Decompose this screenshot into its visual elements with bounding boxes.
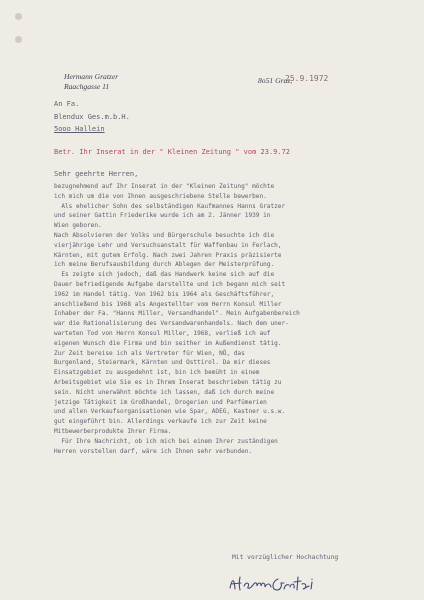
body-line: ich mich um die von Ihnen ausgeschriebene Stelle bewerben.	[54, 192, 267, 200]
sender-block	[64, 72, 118, 92]
body-line: anschließend bis 1968 als Angestellter vom Herrn Konsul Miller	[54, 300, 282, 308]
salutation: Sehr geehrte Herren,	[54, 170, 139, 178]
sender-name: Hermann Gratzer	[64, 72, 119, 81]
recipient-line: Blendux Ges.m.b.H.	[54, 112, 130, 121]
body-line: jetzige Tätigkeit im Großhandel, Drogerien und Parfümerien	[54, 398, 267, 406]
sender-street: Raachgasse 11	[64, 82, 110, 91]
closing-line: Mit vorzüglicher Hochachtung	[232, 554, 339, 561]
recipient-line: 5ooo Hallein	[54, 125, 105, 133]
recipient-line: An Fa.	[54, 100, 80, 108]
body-line: Für Ihre Nachricht, ob ich mich bei einem Ihrer zuständigen	[54, 437, 278, 445]
body-line: Als ehelicher Sohn des selbständigen Kaufmannes Hanns Gratzer	[54, 202, 286, 210]
body-line: Dauer befriedigende Aufgabe darstellte und ich begann mich seit	[54, 280, 286, 288]
body-line: eigenen Wunsch die Firma und bin seither im Außendienst tätig.	[54, 339, 282, 347]
body-line: Burgenland, Steiermark, Kärnten und Osttirol. Da mir dieses	[54, 359, 271, 367]
body-line: und seiner Gattin Friederike wurde ich am 2. Jänner 1939 in	[54, 212, 271, 220]
body-line: Mitbewerberprodukte Ihrer Firma.	[54, 427, 172, 435]
subject-line: Betr. Ihr Inserat in der " Kleinen Zeitung " vom 23.9.72	[54, 148, 291, 156]
body-line: Inhaber der Fa. "Hanns Miller, Versandhandel". Mein Aufgabenbereich	[54, 310, 300, 318]
body-line: gut eingeführt bin. Allerdings verkaufe ich zur Zeit keine	[54, 418, 267, 426]
body-line: 1962 im Handel tätig. Von 1962 bis 1964 als Geschäftsführer,	[54, 290, 275, 298]
body-line: Wien geboren.	[54, 222, 102, 230]
body-line: vierjährige Lehr und Versuchsanstalt für Waffenbau in Ferlach,	[54, 241, 282, 249]
body-line: und allen Verkaufsorganisationen wie Spar, ADEG, Kastner u.s.w.	[54, 408, 286, 416]
body-line: sein. Nicht unerwähnt möchte ich lassen, daß ich durch meine	[54, 388, 275, 396]
body-line: Kärnten, mit gutem Erfolg. Nach zwei Jahren Praxis präzisierte	[54, 251, 282, 259]
letter-date: 25.9.1972	[285, 74, 329, 83]
recipient-address	[54, 98, 130, 136]
body-line: Es zeigte sich jedoch, daß das Handwerk keine sich auf die	[54, 271, 275, 279]
place-label: 8o51 Graz,	[258, 76, 293, 85]
body-line: warteten Tod von Herrn Konsul Miller, 1968, verließ ich auf	[54, 329, 271, 337]
body-line: Zur Zeit bereise ich als Vertreter für Wien, NÖ, das	[54, 349, 245, 357]
body-line: Nach Absolvieren der Volks und Bürgerschule besuchte ich die	[54, 231, 275, 239]
letter-body	[54, 182, 384, 456]
body-line: Arbeitsgebiet wie Sie es in Ihrem Inserat beschrieben tätig zu	[54, 378, 282, 386]
body-line: Einsatzgebiet zu ausgedehnt ist, bin ich bemüht in einem	[54, 369, 260, 377]
body-line: ich meine Berufsausbildung durch Ablegen der Meisterprüfung.	[54, 261, 275, 269]
punch-hole-mark	[15, 36, 22, 43]
handwritten-signature	[226, 573, 316, 595]
body-line: war die Rationalisierung des Versandwarenhandels. Nach dem uner-	[54, 320, 289, 328]
punch-hole-mark	[15, 13, 22, 20]
body-line: Herren vorstellen darf, wäre ich Ihnen sehr verbunden.	[54, 447, 253, 455]
body-line: bezugnehmend auf Ihr Inserat in der "Kleinen Zeitung" möchte	[54, 183, 275, 190]
